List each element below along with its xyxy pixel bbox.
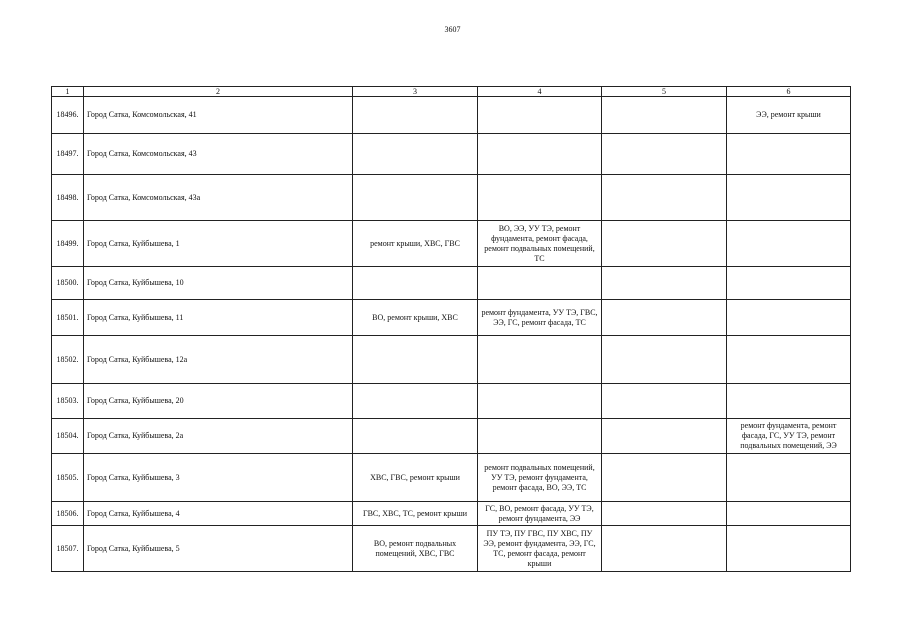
row-number: 18502.: [52, 336, 84, 384]
col5-cell: [602, 502, 727, 526]
col3-cell: [353, 134, 478, 175]
header-row: [52, 87, 851, 97]
header-cell: 1: [52, 87, 84, 97]
header-cell: 3: [353, 87, 478, 97]
col5-cell: [602, 526, 727, 572]
col5-cell: [602, 221, 727, 267]
address-cell: Город Сатка, Куйбышева, 11: [84, 300, 353, 336]
col5-cell: [602, 175, 727, 221]
row-number: 18501.: [52, 300, 84, 336]
col6-cell: [727, 221, 851, 267]
col5-cell: [602, 419, 727, 454]
row-number: 18497.: [52, 134, 84, 175]
page-number: 3607: [444, 25, 461, 34]
col3-cell: [353, 384, 478, 419]
col6-cell: [727, 454, 851, 502]
table-row: [52, 97, 851, 134]
col6-cell: [727, 384, 851, 419]
col3-cell: ремонт крыши, ХВС, ГВС: [353, 221, 478, 267]
row-number: 18506.: [52, 502, 84, 526]
address-cell: Город Сатка, Куйбышева, 20: [84, 384, 353, 419]
col4-cell: [478, 384, 602, 419]
col5-cell: [602, 134, 727, 175]
row-number: 18507.: [52, 526, 84, 572]
address-cell: Город Сатка, Куйбышева, 2а: [84, 419, 353, 454]
header-cell: 2: [84, 87, 353, 97]
col6-cell: ремонт фундамента, ремонт фасада, ГС, УУ ТЭ, ремонт подвальных помещений, ЭЭ: [727, 419, 851, 454]
address-cell: Город Сатка, Куйбышева, 1: [84, 221, 353, 267]
address-cell: Город Сатка, Куйбышева, 4: [84, 502, 353, 526]
table-row: [52, 454, 851, 502]
col3-cell: [353, 175, 478, 221]
address-cell: Город Сатка, Комсомольская, 43а: [84, 175, 353, 221]
address-cell: Город Сатка, Куйбышева, 12а: [84, 336, 353, 384]
header-cell: 4: [478, 87, 602, 97]
col5-cell: [602, 300, 727, 336]
col4-cell: ГС, ВО, ремонт фасада, УУ ТЭ, ремонт фундамента, ЭЭ: [478, 502, 602, 526]
table-row: [52, 502, 851, 526]
col6-cell: [727, 526, 851, 572]
col3-cell: [353, 97, 478, 134]
col6-cell: [727, 336, 851, 384]
col5-cell: [602, 384, 727, 419]
table-row: [52, 175, 851, 221]
table-row: [52, 384, 851, 419]
address-cell: Город Сатка, Куйбышева, 3: [84, 454, 353, 502]
address-cell: Город Сатка, Комсомольская, 43: [84, 134, 353, 175]
col4-cell: [478, 267, 602, 300]
row-number: 18496.: [52, 97, 84, 134]
col5-cell: [602, 336, 727, 384]
col3-cell: ВО, ремонт подвальных помещений, ХВС, ГВС: [353, 526, 478, 572]
col5-cell: [602, 97, 727, 134]
row-number: 18498.: [52, 175, 84, 221]
col4-cell: [478, 175, 602, 221]
col5-cell: [602, 454, 727, 502]
col6-cell: ЭЭ, ремонт крыши: [727, 97, 851, 134]
table-row: [52, 419, 851, 454]
col4-cell: [478, 336, 602, 384]
col4-cell: [478, 134, 602, 175]
address-cell: Город Сатка, Куйбышева, 10: [84, 267, 353, 300]
table-row: [52, 267, 851, 300]
col4-cell: ремонт фундамента, УУ ТЭ, ГВС, ЭЭ, ГС, ремонт фасада, ТС: [478, 300, 602, 336]
table-row: [52, 526, 851, 572]
table-row: [52, 336, 851, 384]
row-number: 18503.: [52, 384, 84, 419]
table-row: [52, 221, 851, 267]
col3-cell: ВО, ремонт крыши, ХВС: [353, 300, 478, 336]
col3-cell: ХВС, ГВС, ремонт крыши: [353, 454, 478, 502]
col3-cell: ГВС, ХВС, ТС, ремонт крыши: [353, 502, 478, 526]
table-row: [52, 134, 851, 175]
row-number: 18505.: [52, 454, 84, 502]
col3-cell: [353, 336, 478, 384]
col6-cell: [727, 267, 851, 300]
address-cell: Город Сатка, Комсомольская, 41: [84, 97, 353, 134]
table-row: [52, 300, 851, 336]
col3-cell: [353, 267, 478, 300]
col4-cell: [478, 419, 602, 454]
row-number: 18504.: [52, 419, 84, 454]
col6-cell: [727, 502, 851, 526]
col6-cell: [727, 175, 851, 221]
row-number: 18499.: [52, 221, 84, 267]
works-table: [51, 86, 851, 572]
col3-cell: [353, 419, 478, 454]
col4-cell: [478, 97, 602, 134]
header-cell: 5: [602, 87, 727, 97]
col4-cell: ВО, ЭЭ, УУ ТЭ, ремонт фундамента, ремонт фасада, ремонт подвальных помещений, ТС: [478, 221, 602, 267]
col6-cell: [727, 134, 851, 175]
address-cell: Город Сатка, Куйбышева, 5: [84, 526, 353, 572]
header-cell: 6: [727, 87, 851, 97]
row-number: 18500.: [52, 267, 84, 300]
col4-cell: ремонт подвальных помещений, УУ ТЭ, ремонт фундамента, ремонт фасада, ВО, ЭЭ, ТС: [478, 454, 602, 502]
col5-cell: [602, 267, 727, 300]
col6-cell: [727, 300, 851, 336]
col4-cell: ПУ ТЭ, ПУ ГВС, ПУ ХВС, ПУ ЭЭ, ремонт фундамента, ЭЭ, ГС, ТС, ремонт фасада, ремонт крыши: [478, 526, 602, 572]
